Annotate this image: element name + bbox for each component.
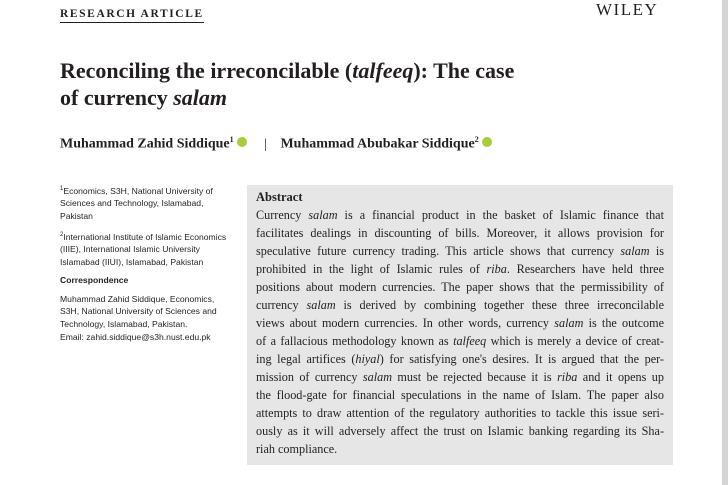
author-separator: | xyxy=(264,136,267,152)
affiliation-marker: 1 xyxy=(229,135,234,144)
affiliation xyxy=(60,229,235,269)
title-text: ): The case xyxy=(413,58,515,83)
correspondence-heading: Correspondence xyxy=(60,275,129,286)
affiliations-column xyxy=(60,183,235,343)
abstract-line: the flood-gate for financial speculations in the name of Islam. The paper also xyxy=(256,388,664,402)
affiliation-number: 2 xyxy=(60,231,64,238)
title-italic-term: salam xyxy=(173,85,228,110)
correspondence-text: Muhammad Zahid Siddique, Economics, S3H, National University of Sciences and Technology, Islamabad, Pakistan. xyxy=(60,293,217,330)
abstract-line: ing legal artifices (hiyal) for satisfying one's desires. It is argued that the per- xyxy=(256,352,664,366)
abstract-line: currency salam is derived by combining together these three irreconcilable xyxy=(256,298,664,312)
abstract-line: of a fallacious methodology known as talfeeq which is merely a device of creat- xyxy=(256,334,664,348)
italic-term: salam xyxy=(554,316,584,330)
italic-term: salam xyxy=(620,244,650,258)
italic-term: salam xyxy=(362,370,393,384)
italic-term: salam xyxy=(306,298,336,312)
italic-term: riba xyxy=(486,262,507,276)
italic-term: riba xyxy=(557,370,578,384)
italic-term: salam xyxy=(308,208,338,222)
abstract-line: speculative future currency trading. This article shows that currency salam is xyxy=(256,244,664,258)
affiliation-number: 1 xyxy=(60,186,64,192)
abstract-line: mission of currency salam must be rejected because it is riba and it opens up xyxy=(256,370,664,384)
title-text: of currency xyxy=(60,85,174,110)
affiliation-text: International Institute of Islamic Economics (IIIE), International Islamic University Islamabad (IIUI), Islamabad, Pakistan xyxy=(60,231,227,267)
article-type-label: RESEARCH ARTICLE xyxy=(60,8,204,23)
title-italic-term: talfeeq xyxy=(352,58,414,83)
affiliation-text: Economics, S3H, National University of Sciences and Technology, Islamabad, Pakistan xyxy=(60,185,213,222)
abstract-line: positions about modern currencies. The paper shows that the permissibility of xyxy=(256,280,664,294)
correspondence-email[interactable]: Email: zahid.siddique@s3h.nust.edu.pk xyxy=(60,331,211,342)
italic-term: talfeeq xyxy=(453,334,487,348)
abstract-line: riah compliance. xyxy=(256,442,338,456)
publisher-logo: WILEY xyxy=(596,0,659,19)
abstract-line: attempts to draw attention of the regulatory authorities to tackle this issue seri- xyxy=(256,406,664,420)
orcid-icon[interactable] xyxy=(237,137,247,147)
abstract-line: prohibited in the light of Islamic rules of riba. Researchers have held three xyxy=(256,262,664,276)
abstract-line: views about modern currencies. In other words, currency salam is the outcome xyxy=(256,316,665,330)
abstract-line: ously as it will adversely affect the trust on Islamic banking regarding its Sha- xyxy=(256,424,664,438)
author-name[interactable]: Muhammad Abubakar Siddique xyxy=(280,136,475,152)
orcid-icon[interactable] xyxy=(482,137,492,147)
title-text: Reconciling the irreconcilable ( xyxy=(60,58,353,83)
abstract-line: Currency salam is a financial product in the basket of Islamic finance that xyxy=(256,208,664,222)
abstract-body xyxy=(256,206,664,458)
page-edge xyxy=(722,0,728,485)
author-name[interactable]: Muhammad Zahid Siddique xyxy=(60,136,230,152)
affiliation-marker: 2 xyxy=(474,135,479,144)
article-title xyxy=(60,57,620,111)
abstract-heading: Abstract xyxy=(256,190,303,204)
abstract-line: facilitates dealings in discounting of bills. Moreover, it allows provision for xyxy=(256,226,664,240)
affiliation xyxy=(60,183,235,223)
italic-term: hiyal xyxy=(355,352,380,366)
abstract-box xyxy=(247,185,673,465)
author-list xyxy=(60,135,492,153)
